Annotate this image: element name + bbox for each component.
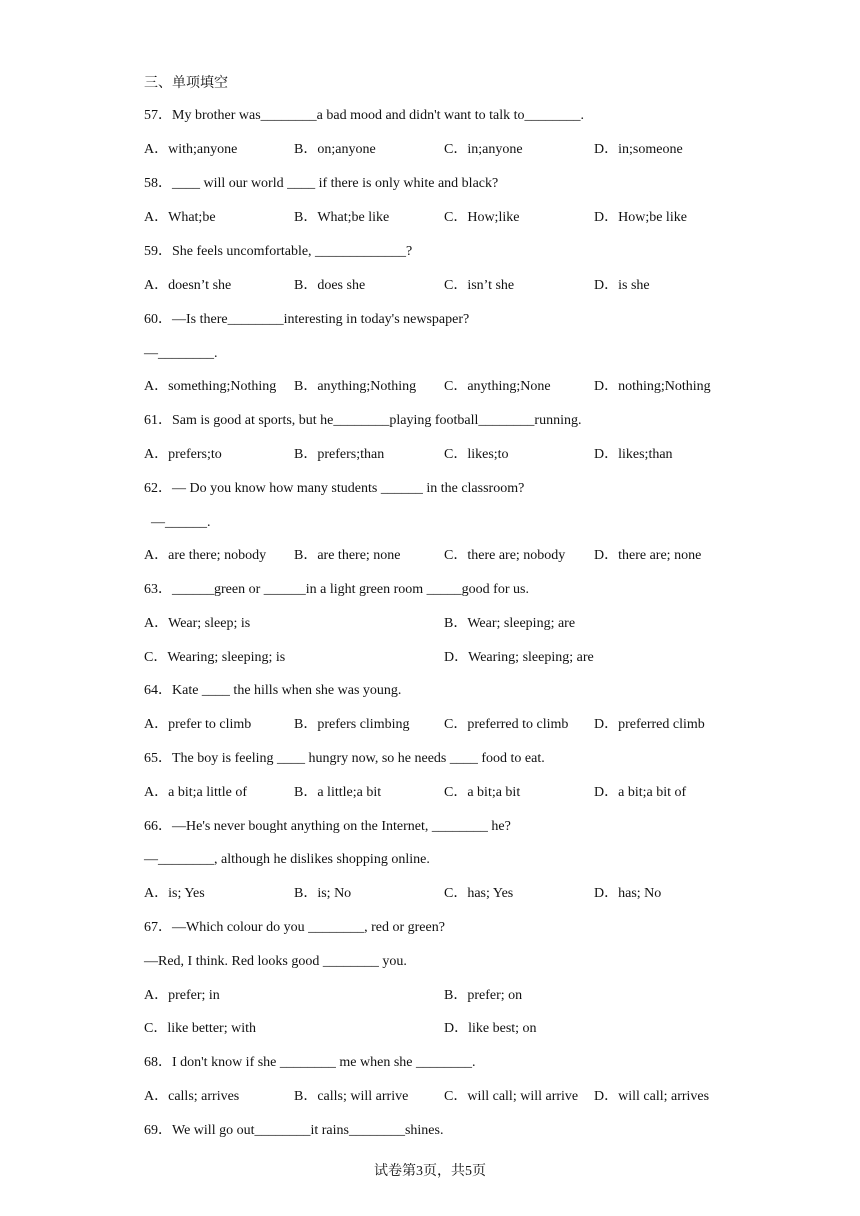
question-64-stem: 64．Kate ____ the hills when she was young. — [144, 683, 402, 698]
q57-option-c[interactable]: C．in;anyone — [444, 142, 523, 157]
question-63-stem: 63．______green or ______in a light green room _____good for us. — [144, 582, 529, 597]
q63-option-a[interactable]: A．Wear; sleep; is — [144, 616, 251, 631]
q64-option-d[interactable]: D．preferred climb — [594, 717, 705, 732]
section-title: 三、单项填空 — [144, 75, 228, 91]
q60-option-a[interactable]: A．something;Nothing — [144, 379, 277, 394]
q58-option-c[interactable]: C．How;like — [444, 210, 520, 225]
q64-option-c[interactable]: C．preferred to climb — [444, 717, 569, 732]
q61-option-a[interactable]: A．prefers;to — [144, 447, 222, 462]
q64-option-b[interactable]: B．prefers climbing — [294, 717, 410, 732]
q62-option-b[interactable]: B．are there; none — [294, 548, 401, 563]
q67-option-c[interactable]: C．like better; with — [144, 1021, 256, 1036]
q66-option-d[interactable]: D．has; No — [594, 886, 662, 901]
q58-option-d[interactable]: D．How;be like — [594, 210, 687, 225]
q65-option-a[interactable]: A．a bit;a little of — [144, 785, 248, 800]
question-59-stem: 59．She feels uncomfortable, _____________? — [144, 244, 413, 259]
q63-option-b[interactable]: B．Wear; sleeping; are — [444, 616, 576, 631]
q62-option-d[interactable]: D．there are; none — [594, 548, 702, 563]
question-62-stem: 62．— Do you know how many students ______ in the classroom? — [144, 481, 525, 496]
q67-option-b[interactable]: B．prefer; on — [444, 988, 523, 1003]
q68-option-b[interactable]: B．calls; will arrive — [294, 1089, 409, 1104]
q61-option-b[interactable]: B．prefers;than — [294, 447, 385, 462]
question-62-stem-reply: —______. — [144, 515, 211, 530]
q57-option-a[interactable]: A．with;anyone — [144, 142, 238, 157]
q65-option-b[interactable]: B．a little;a bit — [294, 785, 382, 800]
question-61-stem: 61．Sam is good at sports, but he________playing football________running. — [144, 413, 582, 428]
q59-option-c[interactable]: C．isn’t she — [444, 278, 515, 293]
question-65-stem: 65．The boy is feeling ____ hungry now, so he needs ____ food to eat. — [144, 751, 545, 766]
q67-option-d[interactable]: D．like best; on — [444, 1021, 537, 1036]
q57-option-d[interactable]: D．in;someone — [594, 142, 683, 157]
q58-option-b[interactable]: B．What;be like — [294, 210, 390, 225]
question-58-stem: 58．____ will our world ____ if there is only white and black? — [144, 176, 499, 191]
q68-option-a[interactable]: A．calls; arrives — [144, 1089, 240, 1104]
q58-option-a[interactable]: A．What;be — [144, 210, 216, 225]
q60-option-d[interactable]: D．nothing;Nothing — [594, 379, 711, 394]
question-66-stem: 66．—He's never bought anything on the Internet, ________ he? — [144, 819, 511, 834]
q59-option-d[interactable]: D．is she — [594, 278, 650, 293]
q67-option-a[interactable]: A．prefer; in — [144, 988, 220, 1003]
q65-option-d[interactable]: D．a bit;a bit of — [594, 785, 687, 800]
q60-option-b[interactable]: B．anything;Nothing — [294, 379, 417, 394]
q62-option-a[interactable]: A．are there; nobody — [144, 548, 267, 563]
q65-option-c[interactable]: C．a bit;a bit — [444, 785, 521, 800]
q68-option-c[interactable]: C．will call; will arrive — [444, 1089, 579, 1104]
q62-option-c[interactable]: C．there are; nobody — [444, 548, 566, 563]
question-57-stem: 57．My brother was________a bad mood and didn't want to talk to________. — [144, 108, 584, 123]
q59-option-a[interactable]: A．doesn’t she — [144, 278, 232, 293]
q57-option-b[interactable]: B．on;anyone — [294, 142, 376, 157]
page-footer: 试卷第3页，共5页 — [374, 1164, 486, 1179]
q66-option-a[interactable]: A．is; Yes — [144, 886, 205, 901]
question-60-stem-reply: —________. — [144, 346, 218, 361]
question-60-stem: 60．—Is there________interesting in today's newspaper? — [144, 312, 470, 327]
q59-option-b[interactable]: B．does she — [294, 278, 366, 293]
question-66-stem-reply: —________, although he dislikes shopping online. — [144, 852, 430, 867]
q68-option-d[interactable]: D．will call; arrives — [594, 1089, 710, 1104]
question-67-stem: 67．—Which colour do you ________, red or green? — [144, 920, 445, 935]
q61-option-d[interactable]: D．likes;than — [594, 447, 673, 462]
question-69-stem: 69．We will go out________it rains________shines. — [144, 1123, 444, 1138]
q61-option-c[interactable]: C．likes;to — [444, 447, 509, 462]
q63-option-d[interactable]: D．Wearing; sleeping; are — [444, 650, 594, 665]
question-67-stem-reply: —Red, I think. Red looks good ________ you. — [144, 954, 407, 969]
q66-option-c[interactable]: C．has; Yes — [444, 886, 514, 901]
q64-option-a[interactable]: A．prefer to climb — [144, 717, 252, 732]
q63-option-c[interactable]: C．Wearing; sleeping; is — [144, 650, 286, 665]
q66-option-b[interactable]: B．is; No — [294, 886, 352, 901]
question-68-stem: 68．I don't know if she ________ me when she ________. — [144, 1055, 476, 1070]
q60-option-c[interactable]: C．anything;None — [444, 379, 551, 394]
